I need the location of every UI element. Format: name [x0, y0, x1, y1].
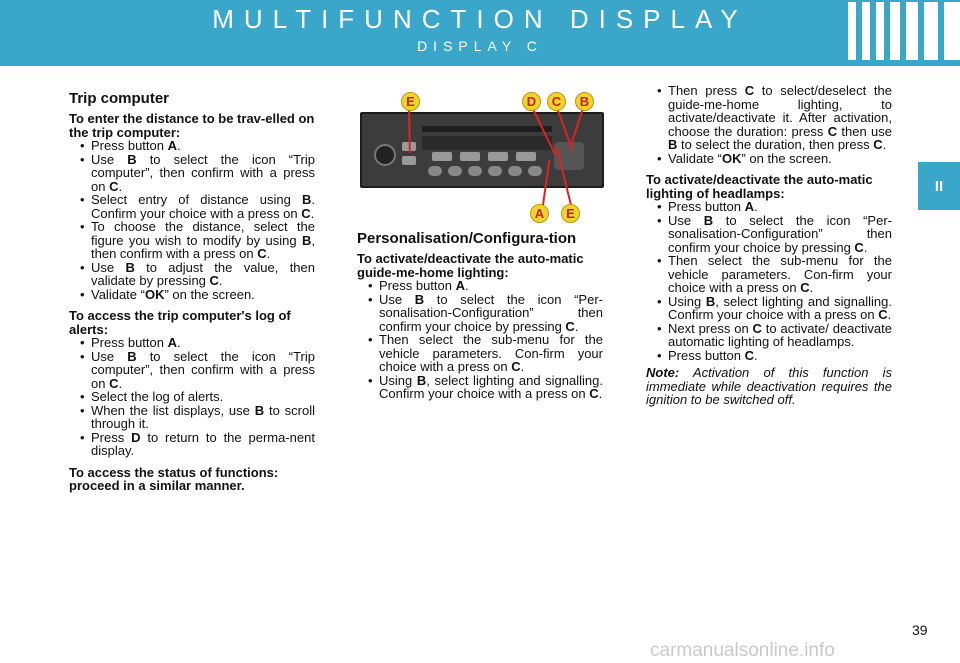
- instruction-text: Use: [668, 212, 704, 228]
- key-letter: B: [705, 293, 716, 309]
- subheading: To access the trip computer's log of alerts:: [69, 308, 291, 337]
- instruction-item: [646, 84, 892, 152]
- key-letter: B: [703, 212, 714, 228]
- subheading: To activate/deactivate the auto-matic guide-me-home lighting:: [357, 251, 584, 280]
- instruction-item: [357, 293, 603, 334]
- preset-key: [488, 166, 502, 176]
- instruction-text: Press button: [91, 138, 168, 153]
- key-letter: A: [455, 278, 465, 293]
- instruction-text: , then confirm with a press on: [91, 232, 315, 261]
- instruction-text: Use: [91, 151, 128, 167]
- preset-key: [528, 166, 542, 176]
- key-letter: B: [668, 137, 678, 152]
- callout-c: C: [547, 92, 566, 111]
- radio-button: [460, 152, 480, 161]
- instruction-text: Using: [668, 293, 706, 309]
- instruction-text: .: [598, 386, 603, 401]
- instruction-item: [646, 322, 892, 349]
- instruction-text: Press: [91, 429, 132, 445]
- key-letter: OK: [721, 150, 742, 166]
- instruction-text: to return to the perma-nent display.: [91, 429, 315, 458]
- key-letter: B: [416, 372, 427, 388]
- instruction-text: .: [177, 335, 181, 350]
- instruction-text: .: [863, 239, 868, 255]
- instruction-text: .: [310, 205, 315, 221]
- key-letter: C: [511, 359, 521, 374]
- note-text: Activation of this function is immediate while deactivation requires the ignition to be switched off.: [646, 365, 892, 407]
- instruction-text: Then select the sub-menu for the vehicle parameters. Con-firm your choice with a press on: [668, 253, 892, 295]
- key-letter: C: [873, 137, 883, 152]
- instruction-item: [69, 220, 315, 261]
- section-tab: II: [918, 162, 960, 210]
- cd-slot: [422, 126, 552, 132]
- instruction-item: [646, 152, 892, 166]
- key-letter: B: [414, 291, 425, 307]
- callout-d: D: [522, 92, 541, 111]
- key-letter: C: [744, 83, 755, 98]
- instruction-text: When the list displays, use: [91, 402, 255, 418]
- instruction-text: Next press on: [668, 320, 753, 336]
- instruction-text: then use: [837, 123, 892, 139]
- instruction-item: [69, 261, 315, 288]
- instruction-item: [646, 295, 892, 322]
- key-letter: C: [878, 307, 888, 322]
- instruction-text: . Confirm your choice with a press on: [91, 192, 315, 221]
- instruction-text: to activate/ deactivate automatic lighting of headlamps.: [668, 320, 892, 349]
- page-subtitle: DISPLAY C: [417, 38, 543, 54]
- instruction-item: [646, 200, 892, 214]
- instruction-text: .: [887, 307, 892, 322]
- key-letter: C: [744, 347, 754, 363]
- instruction-text: Press button: [91, 335, 168, 350]
- instruction-text: Validate “: [668, 150, 722, 166]
- instruction-text: Using: [379, 372, 417, 388]
- instruction-text: to select the icon “Per-sonalisation-Configuration” then confirm your choice by pressing: [379, 291, 603, 334]
- instruction-text: to select the icon “Per-sonalisation-Configuration” then confirm your choice by pressing: [668, 212, 892, 255]
- instruction-text: .: [118, 375, 123, 391]
- radio-unit: [360, 112, 604, 188]
- key-letter: B: [125, 259, 135, 275]
- instruction-text: , select lighting and signalling. Confirm your choice with a press on: [379, 372, 603, 401]
- radio-button: [488, 152, 508, 161]
- key-letter: C: [209, 273, 219, 288]
- instruction-text: to adjust the value, then validate by pressing: [91, 259, 315, 288]
- instruction-text: Validate “: [91, 286, 145, 302]
- key-letter: C: [109, 178, 119, 194]
- column-trip-computer: [69, 90, 315, 493]
- note: [646, 366, 892, 407]
- instruction-item: [69, 193, 315, 220]
- instruction-item: [357, 374, 603, 401]
- section-heading: Personalisation/Configura-tion: [357, 230, 577, 247]
- instruction-item: [69, 336, 315, 350]
- instruction-item: [646, 254, 892, 295]
- radio-illustration: [358, 90, 608, 225]
- instruction-text: ” on the screen.: [741, 150, 832, 166]
- key-letter: C: [800, 280, 810, 295]
- key-letter: C: [565, 318, 575, 334]
- instruction-text: Press button: [379, 278, 456, 293]
- instruction-item: [69, 139, 315, 153]
- callout-a: A: [530, 204, 549, 223]
- instruction-text: .: [520, 359, 525, 374]
- callout-b: B: [575, 92, 594, 111]
- instruction-list: [69, 139, 315, 301]
- key-letter: B: [127, 151, 137, 167]
- key-letter: C: [854, 239, 864, 255]
- header-band: [0, 0, 960, 66]
- instruction-item: [69, 404, 315, 431]
- key-letter: A: [167, 138, 177, 153]
- note-label: Note:: [646, 365, 680, 380]
- page-title: MULTIFUNCTION DISPLAY: [212, 4, 748, 34]
- callout-e-top: E: [401, 92, 420, 111]
- instruction-item: [357, 333, 603, 374]
- key-letter: B: [254, 402, 265, 418]
- key-letter: C: [752, 320, 762, 336]
- column-headlamps: [646, 84, 892, 407]
- instruction-text: .: [754, 347, 758, 363]
- instruction-text: to scroll through it.: [91, 402, 315, 431]
- instruction-text: Use: [91, 348, 128, 364]
- instruction-text: Press button: [668, 347, 745, 363]
- instruction-list: [357, 279, 603, 401]
- instruction-item: [69, 431, 315, 458]
- instruction-list: [646, 200, 892, 362]
- preset-key: [428, 166, 442, 176]
- instruction-text: to select the icon “Trip computer”, then confirm with a press on: [91, 348, 316, 391]
- instruction-text: Press button: [668, 199, 745, 214]
- radio-button: [432, 152, 452, 161]
- instruction-text: .: [177, 138, 181, 153]
- radio-button: [516, 152, 536, 161]
- instruction-text: to select the icon “Trip computer”, then confirm with a press on: [91, 151, 316, 194]
- volume-knob: [374, 144, 396, 166]
- instruction-text: Then press: [668, 83, 745, 98]
- instruction-text: .: [266, 246, 271, 261]
- instruction-item: [69, 390, 315, 404]
- instruction-text: .: [574, 318, 579, 334]
- preset-key: [508, 166, 522, 176]
- key-letter: A: [167, 335, 177, 350]
- column-personalisation: [357, 230, 603, 401]
- instruction-text: ” on the screen.: [164, 286, 255, 302]
- instruction-text: to select/deselect the guide-me-home lighting, to activate/deactivate it. After activation, choose the duration: press: [668, 83, 892, 139]
- preset-key: [468, 166, 482, 176]
- instruction-item: [69, 288, 315, 302]
- radio-button: [402, 156, 416, 165]
- instruction-text: .: [809, 280, 814, 295]
- instruction-text: Use: [379, 291, 415, 307]
- key-letter: OK: [144, 286, 165, 302]
- instruction-item: [646, 214, 892, 255]
- instruction-text: Select the log of alerts.: [91, 389, 224, 404]
- key-letter: C: [257, 246, 267, 261]
- key-letter: D: [131, 429, 141, 445]
- key-letter: C: [301, 205, 311, 221]
- subheading: To activate/deactivate the auto-matic lighting of headlamps:: [646, 172, 873, 201]
- instruction-item: [357, 279, 603, 293]
- instruction-text: , select lighting and signalling. Confirm your choice with a press on: [668, 293, 892, 322]
- instruction-list: [646, 84, 892, 165]
- page-number: 39: [912, 622, 928, 638]
- instruction-text: .: [882, 137, 887, 152]
- key-letter: B: [301, 192, 312, 207]
- instruction-text: Use: [91, 259, 126, 275]
- instruction-text: to select the duration, then press: [677, 137, 874, 152]
- key-letter: C: [589, 386, 599, 401]
- instruction-item: [69, 350, 315, 391]
- instruction-text: To choose the distance, select the figure you wish to modify by using: [91, 219, 315, 248]
- watermark: carmanualsonline.info: [650, 640, 835, 661]
- instruction-text: .: [465, 278, 469, 293]
- instruction-item: [646, 349, 892, 363]
- instruction-list: [69, 336, 315, 458]
- section-heading: Trip computer: [69, 90, 170, 107]
- preset-key: [448, 166, 462, 176]
- key-letter: B: [301, 232, 312, 248]
- key-letter: B: [127, 348, 137, 364]
- instruction-text: .: [218, 273, 223, 288]
- subheading: To access the status of functions: proceed in a similar manner.: [69, 464, 279, 493]
- instruction-text: .: [118, 178, 123, 194]
- key-letter: A: [744, 199, 754, 214]
- key-letter: C: [827, 123, 838, 139]
- instruction-text: .: [754, 199, 758, 214]
- key-letter: C: [109, 375, 119, 391]
- instruction-text: Then select the sub-menu for the vehicle parameters. Con-firm your choice with a press on: [379, 332, 603, 374]
- instruction-text: Select entry of distance using: [91, 192, 302, 207]
- instruction-item: [69, 153, 315, 194]
- callout-e-bottom: E: [561, 204, 580, 223]
- subheading: To enter the distance to be trav-elled on the trip computer:: [69, 111, 315, 140]
- radio-display: [422, 136, 552, 150]
